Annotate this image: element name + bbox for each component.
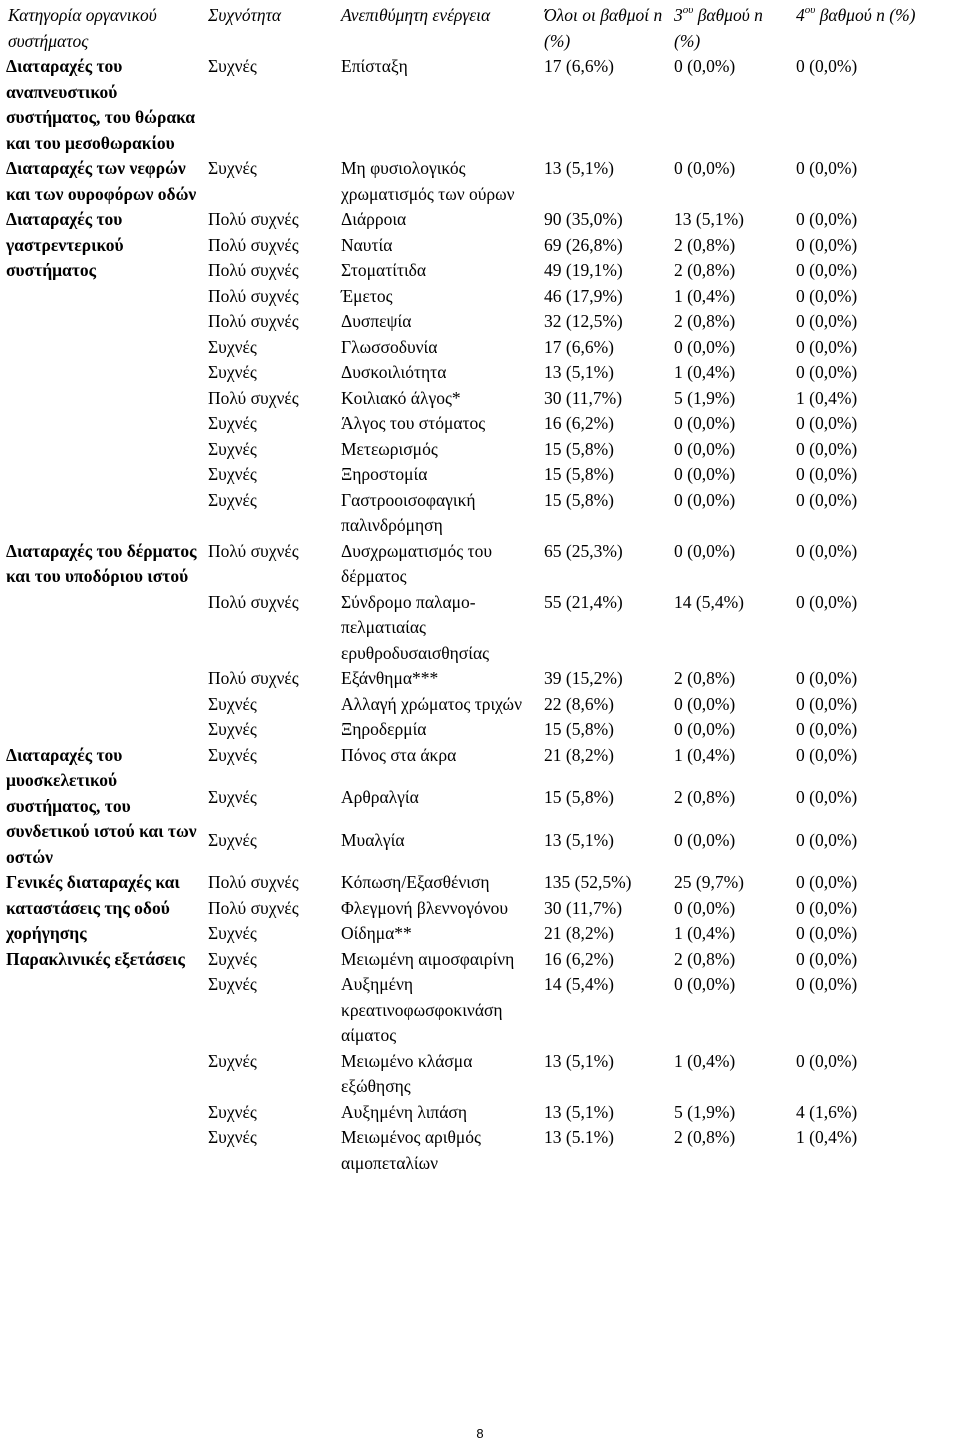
event-cell: Κόπωση/Εξασθένιση bbox=[341, 872, 490, 892]
header-grade-3: $3^{o\upsilon}$ βαθμού n (%) bbox=[674, 4, 763, 51]
table-row bbox=[4, 870, 929, 896]
grade-3-cell: 0 (0,0%) bbox=[674, 540, 736, 561]
frequency-cell: Συχνές bbox=[208, 464, 257, 484]
frequency-cell: Πολύ συχνές bbox=[208, 234, 299, 255]
event-cell: Έμετος bbox=[341, 285, 393, 306]
grade-3-cell: 25 (9,7%) bbox=[674, 872, 744, 892]
grade-4-cell: 0 (0,0%) bbox=[796, 787, 858, 807]
event-cell: Εξάνθημα*** bbox=[341, 668, 439, 688]
grade-3-cell: 0 (0,0%) bbox=[674, 829, 736, 850]
all-grades-cell: 90 (35,0%) bbox=[544, 209, 623, 229]
grade-3-cell: 0 (0,0%) bbox=[674, 464, 736, 484]
all-grades-cell: 69 (26,8%) bbox=[544, 234, 623, 255]
frequency-cell: Συχνές bbox=[208, 56, 257, 76]
event-cell: Πόνος στα άκρα bbox=[341, 744, 457, 765]
grade-4-cell: 0 (0,0%) bbox=[796, 209, 858, 229]
table-body bbox=[4, 54, 929, 1176]
grade-3-cell: 0 (0,0%) bbox=[674, 336, 736, 357]
grade-4-cell: 1 (0,4%) bbox=[796, 387, 858, 408]
all-grades-cell: 21 (8,2%) bbox=[544, 744, 614, 765]
frequency-cell: Συχνές bbox=[208, 1101, 257, 1122]
grade-3-cell: 0 (0,0%) bbox=[674, 56, 736, 76]
all-grades-cell: 21 (8,2%) bbox=[544, 923, 614, 943]
grade-3-cell: 0 (0,0%) bbox=[674, 974, 736, 994]
event-cell: Δυσκοιλιότητα bbox=[341, 362, 447, 382]
grade-3-cell: 2 (0,8%) bbox=[674, 311, 736, 331]
grade-4-cell: 0 (0,0%) bbox=[796, 260, 858, 280]
grade-3-cell: 0 (0,0%) bbox=[674, 413, 736, 433]
event-cell: Μειωμένο κλάσμα εξώθησης bbox=[341, 1050, 473, 1096]
event-cell: Μυαλγία bbox=[341, 829, 405, 850]
event-cell: Αυξημένη κρεατινοφωσφοκινάση αίματος bbox=[341, 974, 503, 1045]
grade-4-cell: 0 (0,0%) bbox=[796, 897, 858, 918]
event-cell: Μετεωρισμός bbox=[341, 438, 438, 459]
frequency-cell: Πολύ συχνές bbox=[208, 591, 299, 612]
frequency-cell: Πολύ συχνές bbox=[208, 209, 299, 229]
header-grade-4: $4^{o\upsilon}$ βαθμού n (%) bbox=[796, 4, 916, 25]
grade-3-cell: 2 (0,8%) bbox=[674, 787, 736, 807]
all-grades-cell: 15 (5,8%) bbox=[544, 719, 614, 739]
category-cell: Διαταραχές του δέρματος και του υποδόριου ιστού bbox=[6, 540, 197, 586]
grade-3-cell: 1 (0,4%) bbox=[674, 744, 736, 765]
all-grades-cell: 13 (5,1%) bbox=[544, 158, 614, 178]
adverse-events-table bbox=[4, 3, 929, 1176]
all-grades-cell: 15 (5,8%) bbox=[544, 489, 614, 510]
frequency-cell: Πολύ συχνές bbox=[208, 872, 299, 892]
grade-3-cell: 2 (0,8%) bbox=[674, 1127, 736, 1147]
grade-3-cell: 2 (0,8%) bbox=[674, 668, 736, 688]
frequency-cell: Συχνές bbox=[208, 719, 257, 739]
table-row bbox=[4, 54, 929, 156]
frequency-cell: Συχνές bbox=[208, 693, 257, 714]
frequency-cell: Πολύ συχνές bbox=[208, 285, 299, 306]
frequency-cell: Συχνές bbox=[208, 489, 257, 510]
all-grades-cell: 13 (5,1%) bbox=[544, 362, 614, 382]
event-cell: Μειωμένος αριθμός αιμοπεταλίων bbox=[341, 1127, 481, 1173]
frequency-cell: Συχνές bbox=[208, 438, 257, 459]
all-grades-cell: 15 (5,8%) bbox=[544, 464, 614, 484]
grade-4-cell: 0 (0,0%) bbox=[796, 56, 858, 76]
all-grades-cell: 65 (25,3%) bbox=[544, 540, 623, 561]
grade-3-cell: 1 (0,4%) bbox=[674, 923, 736, 943]
frequency-cell: Πολύ συχνές bbox=[208, 540, 299, 561]
frequency-cell: Πολύ συχνές bbox=[208, 311, 299, 331]
grade-3-cell: 13 (5,1%) bbox=[674, 209, 744, 229]
grade-3-cell: 2 (0,8%) bbox=[674, 234, 736, 255]
event-cell: Δυσχρωματισμός του δέρματος bbox=[341, 540, 492, 586]
all-grades-cell: 22 (8,6%) bbox=[544, 693, 614, 714]
grade-4-cell: 0 (0,0%) bbox=[796, 974, 858, 994]
frequency-cell: Συχνές bbox=[208, 787, 257, 807]
all-grades-cell: 15 (5,8%) bbox=[544, 438, 614, 459]
grade-4-cell: 0 (0,0%) bbox=[796, 1050, 858, 1071]
grade-4-cell: 0 (0,0%) bbox=[796, 362, 858, 382]
all-grades-cell: 46 (17,9%) bbox=[544, 285, 623, 306]
frequency-cell: Συχνές bbox=[208, 923, 257, 943]
event-cell: Δυσπεψία bbox=[341, 311, 412, 331]
event-cell: Στοματίτιδα bbox=[341, 260, 427, 280]
grade-4-cell: 0 (0,0%) bbox=[796, 540, 858, 561]
grade-4-cell: 0 (0,0%) bbox=[796, 668, 858, 688]
event-cell: Οίδημα** bbox=[341, 923, 412, 943]
table-row bbox=[4, 947, 929, 973]
event-cell: Διάρροια bbox=[341, 209, 407, 229]
grade-4-cell: 0 (0,0%) bbox=[796, 923, 858, 943]
grade-4-cell: 0 (0,0%) bbox=[796, 744, 858, 765]
all-grades-cell: 14 (5,4%) bbox=[544, 974, 614, 994]
grade-3-cell: 0 (0,0%) bbox=[674, 489, 736, 510]
all-grades-cell: 13 (5,1%) bbox=[544, 829, 614, 850]
event-cell: Ναυτία bbox=[341, 234, 393, 255]
frequency-cell: Συχνές bbox=[208, 948, 257, 969]
header-category: Κατηγορία οργανικού συστήματος bbox=[8, 5, 157, 51]
grade-3-cell: 0 (0,0%) bbox=[674, 438, 736, 459]
frequency-cell: Συχνές bbox=[208, 336, 257, 357]
header-event: Ανεπιθύμητη ενέργεια bbox=[341, 5, 491, 25]
all-grades-cell: 135 (52,5%) bbox=[544, 872, 632, 892]
frequency-cell: Πολύ συχνές bbox=[208, 260, 299, 280]
grade-4-cell: 0 (0,0%) bbox=[796, 234, 858, 255]
grade-4-cell: 0 (0,0%) bbox=[796, 948, 858, 969]
category-cell: Διαταραχές του μυοσκελετικού συστήματος, του συνδετικού ιστού και των οστών bbox=[6, 744, 197, 867]
frequency-cell: Συχνές bbox=[208, 1127, 257, 1147]
event-cell: Άλγος του στόματος bbox=[341, 413, 486, 433]
event-cell: Κοιλιακό άλγος* bbox=[341, 387, 461, 408]
category-cell: Παρακλινικές εξετάσεις bbox=[6, 948, 185, 969]
event-cell: Ξηροστομία bbox=[341, 464, 428, 484]
all-grades-cell: 16 (6,2%) bbox=[544, 948, 614, 969]
all-grades-cell: 30 (11,7%) bbox=[544, 387, 623, 408]
grade-4-cell: 0 (0,0%) bbox=[796, 285, 858, 306]
grade-4-cell: 0 (0,0%) bbox=[796, 591, 858, 612]
grade-3-cell: 0 (0,0%) bbox=[674, 897, 736, 918]
grade-3-cell: 0 (0,0%) bbox=[674, 719, 736, 739]
grade-3-cell: 1 (0,4%) bbox=[674, 285, 736, 306]
event-cell: Σύνδρομο παλαμο-πελματιαίας ερυθροδυσαισθησίας bbox=[341, 591, 490, 663]
table-row bbox=[4, 156, 929, 207]
header-frequency: Συχνότητα bbox=[208, 5, 282, 25]
table-row bbox=[4, 743, 929, 786]
all-grades-cell: 13 (5,1%) bbox=[544, 1050, 614, 1071]
all-grades-cell: 49 (19,1%) bbox=[544, 260, 623, 280]
all-grades-cell: 17 (6,6%) bbox=[544, 56, 614, 76]
grade-3-cell: 5 (1,9%) bbox=[674, 387, 736, 408]
table-header-row bbox=[4, 3, 929, 54]
grade-3-cell: 1 (0,4%) bbox=[674, 362, 736, 382]
grade-3-cell: 5 (1,9%) bbox=[674, 1101, 736, 1122]
grade-4-cell: 0 (0,0%) bbox=[796, 311, 858, 331]
category-cell: Γενικές διαταραχές και καταστάσεις της οδού χορήγησης bbox=[6, 872, 180, 943]
category-cell: Διαταραχές του γαστρεντερικού συστήματος bbox=[6, 209, 124, 280]
all-grades-cell: 13 (5,1%) bbox=[544, 1101, 614, 1122]
all-grades-cell: 55 (21,4%) bbox=[544, 591, 623, 612]
table-row bbox=[4, 539, 929, 590]
grade-3-cell: 1 (0,4%) bbox=[674, 1050, 736, 1071]
event-cell: Φλεγμονή βλεννογόνου bbox=[341, 897, 509, 918]
grade-4-cell: 0 (0,0%) bbox=[796, 872, 858, 892]
header-all-grades: Όλοι οι βαθμοί n (%) bbox=[544, 5, 663, 51]
grade-4-cell: 1 (0,4%) bbox=[796, 1127, 858, 1147]
all-grades-cell: 15 (5,8%) bbox=[544, 787, 614, 807]
frequency-cell: Συχνές bbox=[208, 1050, 257, 1071]
grade-3-cell: 14 (5,4%) bbox=[674, 591, 744, 612]
table-row bbox=[4, 207, 929, 233]
event-cell: Αλλαγή χρώματος τριχών bbox=[341, 693, 522, 714]
grade-4-cell: 0 (0,0%) bbox=[796, 336, 858, 357]
grade-3-cell: 2 (0,8%) bbox=[674, 260, 736, 280]
event-cell: Μειωμένη αιμοσφαιρίνη bbox=[341, 948, 515, 969]
event-cell: Ξηροδερμία bbox=[341, 719, 427, 739]
grade-4-cell: 0 (0,0%) bbox=[796, 829, 858, 850]
grade-4-cell: 0 (0,0%) bbox=[796, 693, 858, 714]
event-cell: Μη φυσιολογικός χρωματισμός των ούρων bbox=[341, 158, 515, 204]
grade-4-cell: 0 (0,0%) bbox=[796, 719, 858, 739]
frequency-cell: Πολύ συχνές bbox=[208, 387, 299, 408]
all-grades-cell: 17 (6,6%) bbox=[544, 336, 614, 357]
frequency-cell: Συχνές bbox=[208, 974, 257, 994]
event-cell: Επίσταξη bbox=[341, 56, 408, 76]
grade-4-cell: 0 (0,0%) bbox=[796, 464, 858, 484]
grade-4-cell: 0 (0,0%) bbox=[796, 158, 858, 178]
grade-3-cell: 0 (0,0%) bbox=[674, 158, 736, 178]
grade-3-cell: 2 (0,8%) bbox=[674, 948, 736, 969]
frequency-cell: Συχνές bbox=[208, 744, 257, 765]
event-cell: Αυξημένη λιπάση bbox=[341, 1101, 467, 1122]
grade-4-cell: 0 (0,0%) bbox=[796, 489, 858, 510]
category-cell: Διαταραχές του αναπνευστικού συστήματος, του θώρακα και του μεσοθωρακίου bbox=[6, 56, 196, 153]
page-number: 8 bbox=[476, 1426, 484, 1441]
frequency-cell: Συχνές bbox=[208, 362, 257, 382]
grade-4-cell: 0 (0,0%) bbox=[796, 413, 858, 433]
all-grades-cell: 16 (6,2%) bbox=[544, 413, 614, 433]
event-cell: Γαστροοισοφαγική παλινδρόμηση bbox=[341, 489, 476, 535]
all-grades-cell: 39 (15,2%) bbox=[544, 668, 623, 688]
event-cell: Γλωσσοδυνία bbox=[341, 336, 438, 357]
frequency-cell: Συχνές bbox=[208, 413, 257, 433]
event-cell: Αρθραλγία bbox=[341, 787, 419, 807]
frequency-cell: Συχνές bbox=[208, 829, 257, 850]
frequency-cell: Πολύ συχνές bbox=[208, 668, 299, 688]
grade-3-cell: 0 (0,0%) bbox=[674, 693, 736, 714]
all-grades-cell: 13 (5.1%) bbox=[544, 1127, 614, 1147]
all-grades-cell: 30 (11,7%) bbox=[544, 897, 623, 918]
frequency-cell: Πολύ συχνές bbox=[208, 897, 299, 918]
all-grades-cell: 32 (12,5%) bbox=[544, 311, 623, 331]
grade-4-cell: 0 (0,0%) bbox=[796, 438, 858, 459]
category-cell: Διαταραχές των νεφρών και των ουροφόρων οδών bbox=[6, 158, 197, 204]
grade-4-cell: 4 (1,6%) bbox=[796, 1101, 858, 1122]
frequency-cell: Συχνές bbox=[208, 158, 257, 178]
